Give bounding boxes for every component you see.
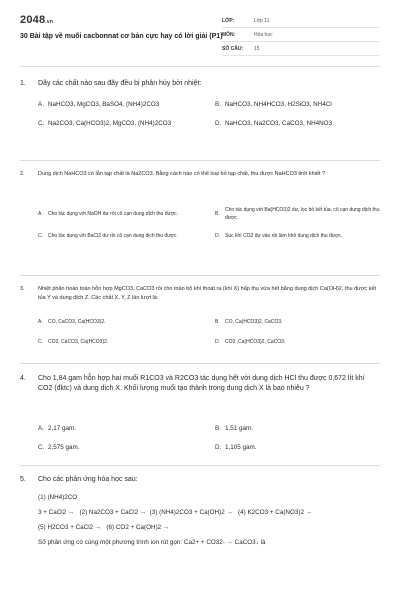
meta-label: LỚP:	[222, 17, 235, 24]
header-divider	[20, 66, 380, 67]
meta-label: SỐ CÂU:	[222, 45, 244, 52]
option-text: CO2 ,Ca(HCO3)2, CaCO3.	[225, 339, 286, 345]
meta-value: 15	[254, 45, 260, 52]
option-b[interactable]	[215, 100, 380, 109]
divider	[20, 465, 380, 466]
option-text: NaHCO3, Na2CO3, CaCO3, NH4NO3	[225, 120, 333, 127]
question-text: Nhiệt phân hoàn toàn hỗn hợp MgCO3, CaCO3 rồi cho toàn bộ khí thoát ra (khí X) hấp thụ vừa hết bằng dung dịch Ca(OH)2, thu được kết tủa Y và dung dịch Z. Các chất X, Y, Z lần lượt là:	[38, 286, 377, 301]
question-number: 5.	[20, 476, 26, 483]
question-2-options	[38, 206, 380, 240]
option-d[interactable]	[215, 119, 380, 128]
logo-main: 2048	[20, 14, 46, 26]
option-d[interactable]	[215, 232, 380, 240]
option-c[interactable]	[38, 443, 203, 452]
question-4-options	[38, 424, 380, 452]
question-3	[20, 285, 380, 303]
divider	[20, 275, 380, 276]
option-text: Cho tác dụng với BaCl2 dư rồi cô cạn dung dịch thu được.	[48, 233, 178, 239]
option-text: Cho tác dụng với Ba(HCO3)2 dư, lọc bỏ kết tủa, cô cạn dung dịch thu được.	[225, 207, 380, 221]
question-number: 3.	[20, 286, 25, 292]
option-text: CO2, CaCO3, Ca(HCO3)2.	[48, 339, 109, 345]
option-c[interactable]	[38, 232, 203, 240]
option-a[interactable]	[38, 424, 203, 433]
logo-suffix: .vn	[45, 19, 54, 25]
reaction-row	[38, 508, 380, 517]
option-text: CO, Ca(HCO3)2, CaCO3.	[225, 319, 283, 325]
meta-row-subject	[222, 28, 380, 42]
option-letter: D.	[215, 120, 222, 127]
question-text: Cho 1,84 gam hỗn hợp hai muối R1CO3 và R2CO3 tác dụng hết với dung dịch HCl thu được 0,672 lít khí CO2 (đktc) và dung dịch X. Khối lượng muối tạo thành trong dung dịch X là bao nhiêu ?	[38, 375, 365, 392]
question-1	[20, 79, 380, 89]
reaction-list	[38, 493, 380, 553]
option-letter: B.	[215, 425, 221, 432]
page-title: 30 Bài tập về muối cacbonnat cơ bản cực hay có lời giải (P1)	[20, 33, 223, 40]
question-5-prompt: Số phản ứng có cùng một phương trình ion rút gọn: Ca2+ + CO32- → CaCO3↓ là	[38, 539, 266, 546]
option-c[interactable]	[38, 119, 203, 128]
meta-value: Hóa học	[254, 31, 273, 38]
reaction-2: (2) Na2CO3 + CaCl2 →	[79, 509, 147, 516]
option-c[interactable]	[38, 338, 203, 346]
meta-box	[222, 14, 380, 56]
meta-row-class	[222, 14, 380, 28]
option-text: 1,51 gam.	[225, 425, 254, 432]
question-1-options	[38, 100, 380, 128]
option-text: 2,17 gam.	[48, 425, 77, 432]
option-text: NaHCO3, NH4HCO3, H2SiO3, NH4Cl	[225, 101, 332, 108]
question-3-options	[38, 318, 380, 346]
option-letter: D.	[215, 444, 222, 451]
option-d[interactable]	[215, 443, 380, 452]
option-text: Na2CO3, Ca(HCO3)2, MgCO3, (NH4)2CO3	[48, 120, 172, 127]
option-text: Cho tác dụng với NaOH dư rồi cô cạn dung dịch thu được.	[48, 211, 178, 217]
reaction-row	[38, 523, 380, 532]
option-letter: D.	[215, 233, 220, 239]
meta-label: MÔN:	[222, 31, 236, 38]
option-letter: A.	[38, 319, 43, 325]
option-letter: B.	[215, 319, 220, 325]
reaction-1: (1) (NH4)2CO	[38, 494, 78, 501]
question-4	[20, 374, 380, 394]
option-a[interactable]	[38, 318, 203, 326]
option-text: 1,105 gam.	[225, 444, 257, 451]
question-5	[20, 475, 380, 485]
question-2	[20, 170, 380, 179]
question-text: Dung dịch NaHCO3 có lẫn tạp chất là Na2CO3. Bằng cách nào có thể loại bỏ tạp chất, thu được NaHCO3 tinh khiết ?	[38, 171, 326, 177]
option-letter: B.	[215, 211, 220, 217]
option-letter: A.	[38, 211, 43, 217]
option-a[interactable]	[38, 100, 203, 109]
option-b[interactable]	[215, 424, 380, 433]
option-letter: A.	[38, 425, 44, 432]
option-letter: C.	[38, 233, 43, 239]
option-text: NaHCO3, MgCO3, BaSO4, (NH4)2CO3	[48, 101, 160, 108]
option-letter: B.	[215, 101, 221, 108]
option-letter: C.	[38, 339, 43, 345]
option-d[interactable]	[215, 338, 380, 346]
option-b[interactable]	[215, 206, 380, 222]
option-a[interactable]	[38, 206, 203, 222]
reaction-6: (6) CO2 + Ca(OH)2 →	[106, 524, 170, 531]
question-number: 1.	[20, 80, 26, 87]
question-number: 4.	[20, 375, 26, 382]
option-text: 2,575 gam.	[48, 444, 80, 451]
reaction-1-cont: 3 + CaCl2 →	[38, 509, 75, 516]
site-logo[interactable]	[20, 14, 53, 26]
option-b[interactable]	[215, 318, 380, 326]
reaction-4: (4) K2CO3 + Ca(NO3)2 →	[238, 509, 313, 516]
option-text: CO, CaCO3, Ca(HCO3)2.	[48, 319, 106, 325]
reaction-5: (5) H2CO3 + CaCl2 →	[38, 524, 102, 531]
option-letter: C.	[38, 444, 45, 451]
question-text: Dãy các chất nào sau đây đều bị phân hủy bởi nhiệt:	[38, 80, 202, 87]
reaction-3: (3) (NH4)2CO3 + Ca(OH)2 →	[149, 509, 233, 516]
divider	[20, 363, 380, 364]
question-number: 2.	[20, 171, 25, 177]
divider	[20, 160, 380, 161]
option-letter: C.	[38, 120, 45, 127]
meta-value: Lớp 11	[254, 17, 270, 24]
option-text: Sục khí CO2 dư vào rồi làm khô dung dịch thu được.	[225, 233, 343, 239]
option-letter: A.	[38, 101, 44, 108]
meta-row-count	[222, 42, 380, 56]
question-text: Cho các phản ứng hóa học sau:	[38, 476, 138, 483]
option-letter: D.	[215, 339, 220, 345]
